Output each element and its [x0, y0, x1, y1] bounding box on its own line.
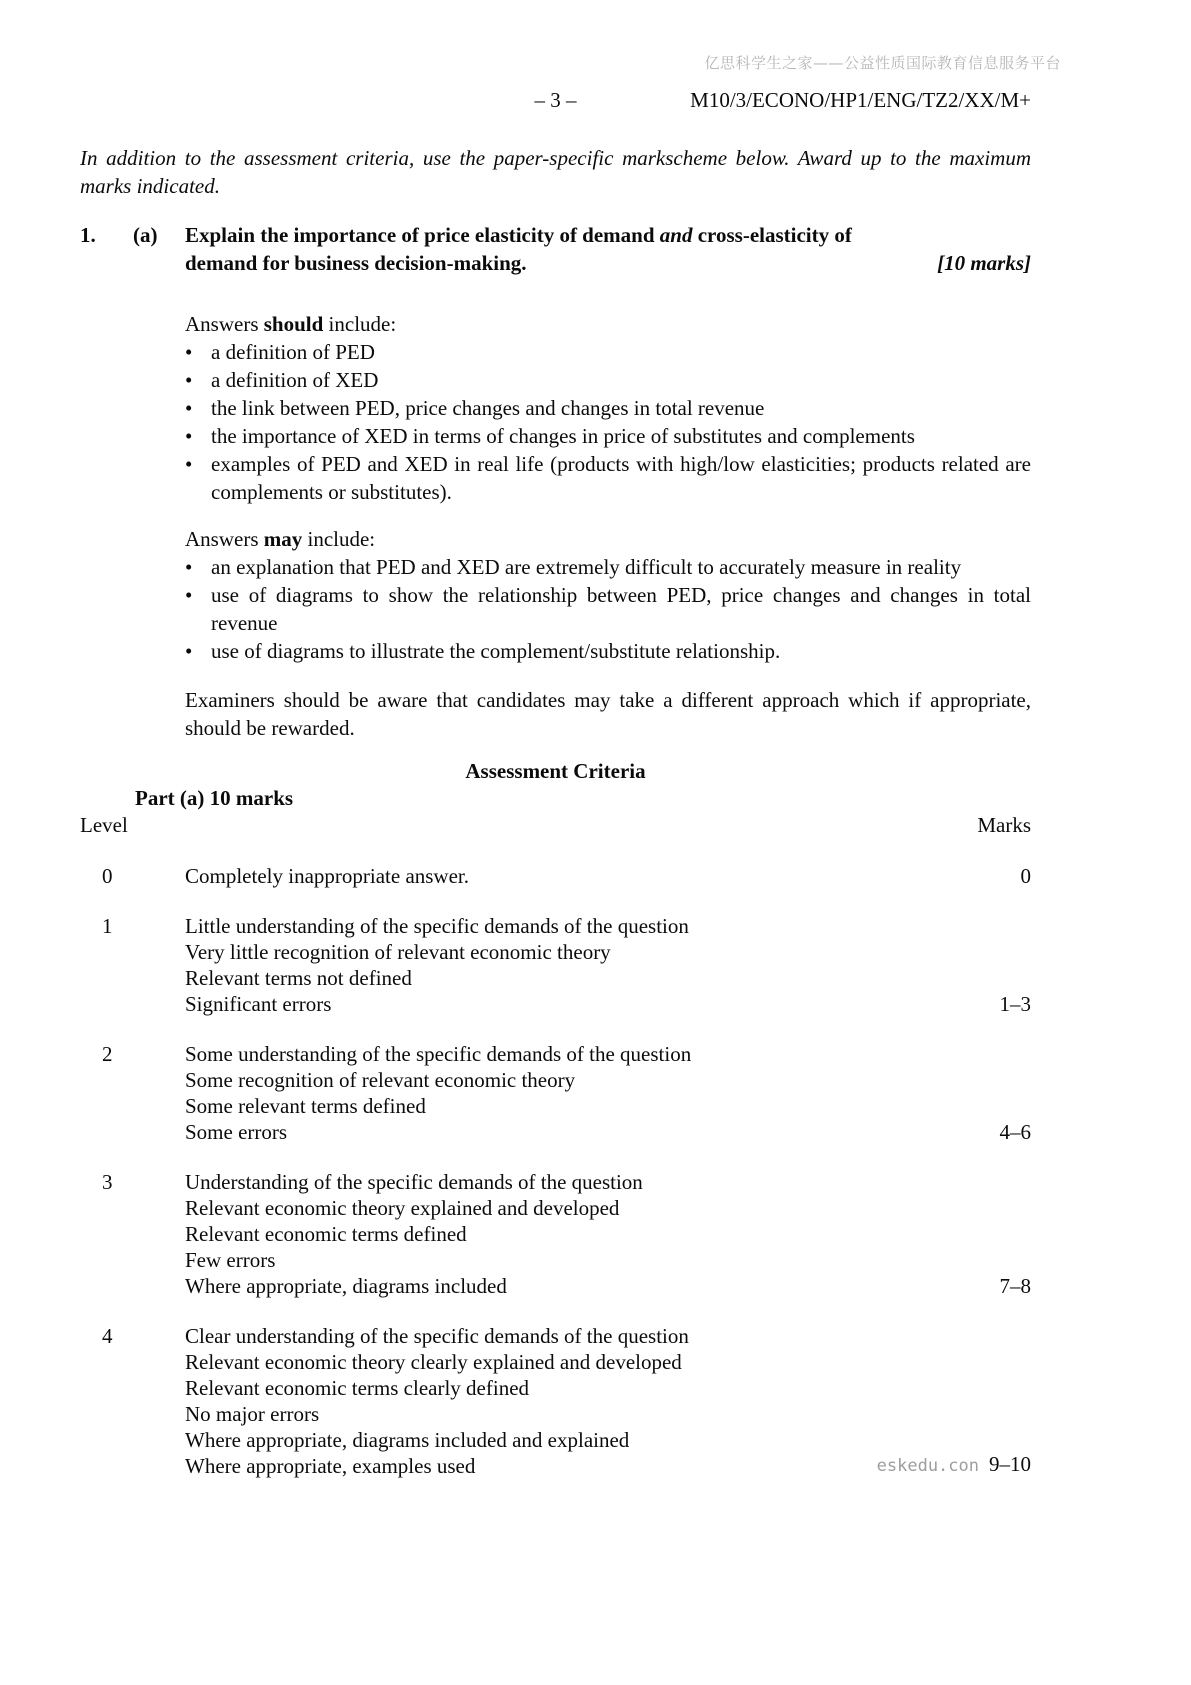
question-marks: [10 marks] — [937, 251, 1031, 275]
assessment-criteria-heading: Assessment Criteria — [465, 759, 646, 783]
bullet-icon: • — [185, 639, 193, 663]
level-row-1 — [80, 913, 1031, 1017]
level-row-0 — [80, 863, 1031, 889]
list-item-text: use of diagrams to show the relationship between PED, price changes and changes in total revenue — [211, 583, 1031, 635]
site-watermark-text: 亿思科学生之家——公益性质国际教育信息服务平台 — [704, 54, 1061, 72]
answers-should-suffix: include: — [323, 312, 397, 336]
criteria-table-header — [80, 812, 1031, 839]
descriptor-line: Some recognition of relevant economic theory — [185, 1068, 576, 1092]
assessment-criteria-table — [80, 863, 1031, 1479]
level-descriptors — [185, 1041, 945, 1145]
descriptor-line: Where appropriate, diagrams included and explained — [185, 1428, 630, 1452]
level-descriptors — [185, 863, 945, 889]
list-item — [185, 637, 1031, 665]
list-item — [185, 422, 1031, 450]
descriptor-line: Relevant economic theory clearly explained and developed — [185, 1350, 682, 1374]
intro-paragraph: In addition to the assessment criteria, use the paper-specific markscheme below. Award up to the maximum marks indicated. — [80, 146, 1031, 198]
answers-may-section — [185, 525, 1031, 665]
list-item-text: use of diagrams to illustrate the complement/substitute relationship. — [211, 639, 781, 663]
question-text — [185, 221, 927, 277]
question-text-after: cross-elasticity of demand for business decision-making. — [185, 223, 852, 275]
level-marks: 4–6 — [999, 1120, 1031, 1144]
list-item — [185, 581, 1031, 637]
page-number: – 3 – — [534, 88, 577, 112]
descriptor-line: No major errors — [185, 1402, 320, 1426]
answers-may-suffix: include: — [302, 527, 376, 551]
list-item-text: the importance of XED in terms of changes in price of substitutes and complements — [211, 424, 915, 448]
footer-watermark: eskedu.con — [876, 1456, 979, 1476]
level-number: 3 — [102, 1170, 113, 1194]
question-text-wrap — [185, 221, 1031, 277]
examiners-note: Examiners should be aware that candidates may take a different approach which if appropriate, should be rewarded. — [185, 688, 1031, 740]
level-marks: 7–8 — [999, 1274, 1031, 1298]
descriptor-line: Where appropriate, examples used — [185, 1454, 476, 1478]
descriptor-line: Some relevant terms defined — [185, 1094, 426, 1118]
list-item-text: an explanation that PED and XED are extremely difficult to accurately measure in reality — [211, 555, 962, 579]
level-row-4 — [80, 1323, 1031, 1479]
list-item — [185, 394, 1031, 422]
descriptor-line: Significant errors — [185, 992, 332, 1016]
document-code: M10/3/ECONO/HP1/ENG/TZ2/XX/M+ — [690, 88, 1031, 112]
bullet-icon: • — [185, 452, 193, 476]
list-item-text: a definition of PED — [211, 340, 375, 364]
should-include-list — [185, 338, 1031, 506]
descriptor-line: Relevant terms not defined — [185, 966, 412, 990]
level-marks: 9–10 — [989, 1452, 1031, 1476]
list-item-text: examples of PED and XED in real life (products with high/low elasticities; products related are complements or substitutes). — [211, 452, 1031, 504]
answers-should-lead — [185, 310, 1031, 338]
list-item-text: the link between PED, price changes and changes in total revenue — [211, 396, 765, 420]
column-level: Level — [80, 813, 128, 837]
descriptor-line: Relevant economic theory explained and developed — [185, 1196, 620, 1220]
part-a-marks-subheading: Part (a) 10 marks — [135, 786, 294, 810]
descriptor-line: Where appropriate, diagrams included — [185, 1274, 507, 1298]
column-marks: Marks — [977, 813, 1031, 837]
level-number: 2 — [102, 1042, 113, 1066]
answers-should-section — [185, 310, 1031, 506]
list-item — [185, 553, 1031, 581]
bullet-icon: • — [185, 424, 193, 448]
level-number: 0 — [102, 864, 113, 888]
level-descriptors — [185, 1169, 945, 1299]
descriptor-line: Some errors — [185, 1120, 288, 1144]
page-header — [80, 88, 1031, 114]
level-marks: 1–3 — [999, 992, 1031, 1016]
descriptor-line: Understanding of the specific demands of the question — [185, 1170, 643, 1194]
question-text-before: Explain the importance of price elasticity of demand — [185, 223, 660, 247]
question-text-and: and — [659, 223, 693, 247]
question-part-label: (a) — [133, 223, 158, 247]
bullet-icon: • — [185, 368, 193, 392]
answers-may-bold: may — [263, 527, 303, 551]
list-item — [185, 366, 1031, 394]
may-include-list — [185, 553, 1031, 665]
list-item-text: a definition of XED — [211, 368, 379, 392]
level-row-2 — [80, 1041, 1031, 1145]
bullet-icon: • — [185, 340, 193, 364]
descriptor-line: Little understanding of the specific demands of the question — [185, 914, 689, 938]
descriptor-line: Completely inappropriate answer. — [185, 864, 470, 888]
answers-should-prefix: Answers — [185, 312, 264, 336]
answers-may-lead — [185, 525, 1031, 553]
descriptor-line: Relevant economic terms defined — [185, 1222, 467, 1246]
level-number: 4 — [102, 1324, 113, 1348]
bullet-icon: • — [185, 396, 193, 420]
bullet-icon: • — [185, 583, 193, 607]
level-descriptors — [185, 913, 945, 1017]
level-descriptors — [185, 1323, 945, 1479]
descriptor-line: Very little recognition of relevant economic theory — [185, 940, 611, 964]
level-number: 1 — [102, 914, 113, 938]
descriptor-line: Clear understanding of the specific demands of the question — [185, 1324, 689, 1348]
list-item — [185, 450, 1031, 506]
descriptor-line: Few errors — [185, 1248, 276, 1272]
answers-may-prefix: Answers — [185, 527, 264, 551]
bullet-icon: • — [185, 555, 193, 579]
question-1a — [80, 221, 1031, 277]
level-marks: 0 — [1020, 864, 1031, 888]
descriptor-line: Relevant economic terms clearly defined — [185, 1376, 530, 1400]
answers-should-bold: should — [263, 312, 324, 336]
question-number: 1. — [80, 223, 96, 247]
level-row-3 — [80, 1169, 1031, 1299]
descriptor-line: Some understanding of the specific demands of the question — [185, 1042, 692, 1066]
level-marks-with-watermark — [877, 1451, 1031, 1479]
list-item — [185, 338, 1031, 366]
